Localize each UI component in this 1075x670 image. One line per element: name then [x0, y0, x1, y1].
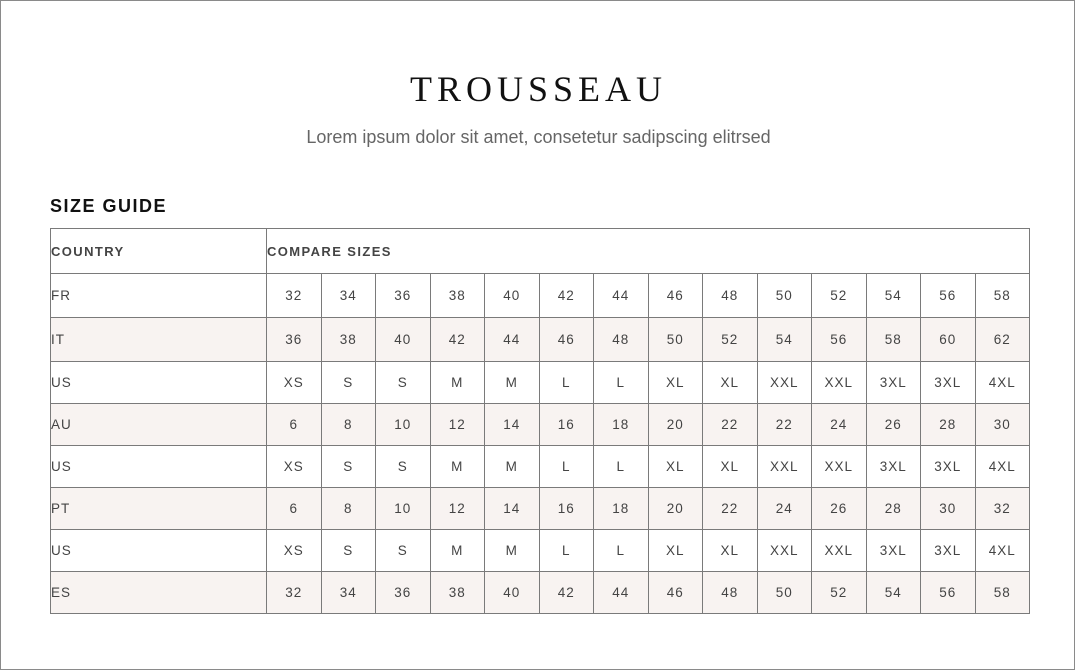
size-cell: 46 — [648, 572, 703, 614]
size-cell: 48 — [703, 274, 758, 318]
size-cell: 52 — [812, 572, 867, 614]
size-cell: 16 — [539, 404, 594, 446]
size-cell: 22 — [703, 488, 758, 530]
size-cell: 48 — [703, 572, 758, 614]
size-cell: 38 — [430, 572, 485, 614]
size-cell: L — [594, 446, 649, 488]
country-cell: US — [51, 530, 267, 572]
size-cell: 3XL — [921, 446, 976, 488]
size-cell: L — [594, 530, 649, 572]
size-cell: 40 — [485, 274, 540, 318]
size-cell: 6 — [267, 404, 322, 446]
size-cell: 46 — [648, 274, 703, 318]
size-cell: 42 — [539, 274, 594, 318]
country-cell: US — [51, 362, 267, 404]
size-cell: XXL — [812, 530, 867, 572]
country-cell: ES — [51, 572, 267, 614]
size-cell: 36 — [376, 274, 431, 318]
size-cell: 56 — [921, 274, 976, 318]
size-cell: S — [321, 446, 376, 488]
size-cell: 26 — [866, 404, 921, 446]
size-cell: M — [430, 530, 485, 572]
size-cell: XXL — [812, 362, 867, 404]
size-cell: 38 — [321, 318, 376, 362]
size-cell: 62 — [975, 318, 1030, 362]
size-cell: S — [321, 362, 376, 404]
table-row — [51, 530, 1030, 572]
size-cell: 8 — [321, 488, 376, 530]
table-row — [51, 488, 1030, 530]
size-cell: XL — [648, 446, 703, 488]
table-row — [51, 404, 1030, 446]
size-cell: XXL — [812, 446, 867, 488]
size-cell: 34 — [321, 274, 376, 318]
size-cell: 56 — [812, 318, 867, 362]
size-cell: 48 — [594, 318, 649, 362]
size-cell: XL — [703, 530, 758, 572]
table-row — [51, 446, 1030, 488]
size-cell: S — [376, 362, 431, 404]
size-cell: 44 — [594, 572, 649, 614]
size-cell: 16 — [539, 488, 594, 530]
size-cell: 14 — [485, 488, 540, 530]
size-cell: 10 — [376, 404, 431, 446]
size-cell: 12 — [430, 488, 485, 530]
size-cell: 30 — [975, 404, 1030, 446]
size-cell: 52 — [703, 318, 758, 362]
size-cell: 50 — [757, 572, 812, 614]
size-cell: M — [430, 362, 485, 404]
size-cell: XS — [267, 446, 322, 488]
size-cell: 28 — [921, 404, 976, 446]
table-header-row — [51, 229, 1030, 274]
brand-logo: TROUSSEAU — [409, 69, 668, 109]
size-cell: 42 — [430, 318, 485, 362]
size-cell: 18 — [594, 488, 649, 530]
size-cell: 3XL — [866, 446, 921, 488]
size-cell: 24 — [757, 488, 812, 530]
size-cell: XL — [648, 362, 703, 404]
size-cell: 28 — [866, 488, 921, 530]
size-cell: 56 — [921, 572, 976, 614]
size-cell: 22 — [757, 404, 812, 446]
size-cell: 44 — [485, 318, 540, 362]
size-cell: XS — [267, 362, 322, 404]
country-cell: FR — [51, 274, 267, 318]
size-cell: 10 — [376, 488, 431, 530]
size-cell: M — [485, 362, 540, 404]
size-cell: XXL — [757, 530, 812, 572]
table-row — [51, 572, 1030, 614]
size-cell: 46 — [539, 318, 594, 362]
size-cell: 50 — [648, 318, 703, 362]
size-cell: XL — [648, 530, 703, 572]
size-cell: 52 — [812, 274, 867, 318]
section-title: SIZE GUIDE — [50, 196, 168, 216]
size-cell: S — [321, 530, 376, 572]
size-cell: S — [376, 446, 431, 488]
size-cell: XS — [267, 530, 322, 572]
size-cell: 4XL — [975, 362, 1030, 404]
size-cell: 12 — [430, 404, 485, 446]
country-cell: AU — [51, 404, 267, 446]
size-cell: S — [376, 530, 431, 572]
table-row — [51, 362, 1030, 404]
size-cell: 24 — [812, 404, 867, 446]
size-cell: XL — [703, 362, 758, 404]
size-cell: 32 — [975, 488, 1030, 530]
size-cell: 58 — [975, 274, 1030, 318]
size-cell: 3XL — [921, 530, 976, 572]
compare-sizes-header: COMPARE SIZES — [267, 229, 1030, 274]
size-cell: 6 — [267, 488, 322, 530]
country-cell: US — [51, 446, 267, 488]
size-cell: 50 — [757, 274, 812, 318]
size-cell: 40 — [376, 318, 431, 362]
size-cell: 3XL — [866, 530, 921, 572]
size-cell: 4XL — [975, 530, 1030, 572]
size-cell: XXL — [757, 446, 812, 488]
size-table-body — [51, 274, 1030, 614]
size-cell: L — [539, 446, 594, 488]
size-cell: 32 — [267, 274, 322, 318]
size-cell: L — [539, 530, 594, 572]
size-cell: 54 — [866, 572, 921, 614]
size-cell: 22 — [703, 404, 758, 446]
size-cell: 38 — [430, 274, 485, 318]
size-cell: 30 — [921, 488, 976, 530]
table-row — [51, 274, 1030, 318]
size-cell: 14 — [485, 404, 540, 446]
size-cell: 8 — [321, 404, 376, 446]
size-cell: 4XL — [975, 446, 1030, 488]
size-cell: 18 — [594, 404, 649, 446]
size-cell: 42 — [539, 572, 594, 614]
size-cell: XL — [703, 446, 758, 488]
size-cell: 26 — [812, 488, 867, 530]
size-cell: 32 — [267, 572, 322, 614]
country-cell: PT — [51, 488, 267, 530]
size-cell: M — [485, 446, 540, 488]
size-cell: 3XL — [866, 362, 921, 404]
country-cell: IT — [51, 318, 267, 362]
size-cell: 36 — [267, 318, 322, 362]
table-row — [51, 318, 1030, 362]
size-cell: 3XL — [921, 362, 976, 404]
size-cell: 54 — [757, 318, 812, 362]
tagline: Lorem ipsum dolor sit amet, consetetur sadipscing elitrsed — [306, 127, 771, 147]
size-cell: 36 — [376, 572, 431, 614]
size-cell: 54 — [866, 274, 921, 318]
size-cell: 58 — [866, 318, 921, 362]
size-cell: 44 — [594, 274, 649, 318]
size-cell: M — [485, 530, 540, 572]
size-cell: XXL — [757, 362, 812, 404]
size-cell: 60 — [921, 318, 976, 362]
size-guide-table — [50, 228, 1030, 614]
size-cell: M — [430, 446, 485, 488]
size-cell: 40 — [485, 572, 540, 614]
size-cell: 20 — [648, 488, 703, 530]
size-cell: L — [594, 362, 649, 404]
size-cell: 34 — [321, 572, 376, 614]
size-cell: L — [539, 362, 594, 404]
size-cell: 58 — [975, 572, 1030, 614]
country-column-header: COUNTRY — [51, 229, 267, 274]
size-cell: 20 — [648, 404, 703, 446]
